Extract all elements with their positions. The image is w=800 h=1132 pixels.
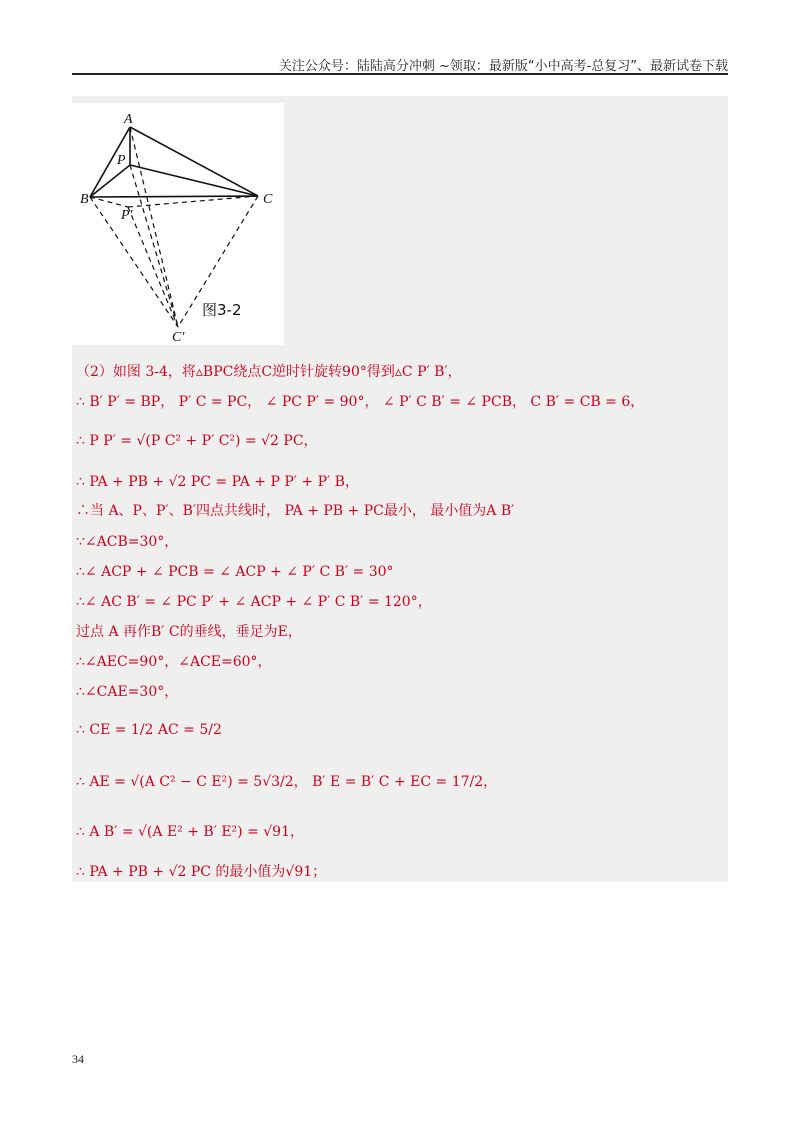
label-B: B — [80, 192, 89, 207]
edge-PC — [130, 165, 258, 196]
figure-caption: 图3-2 — [202, 301, 242, 319]
solution-line-2: ∴ B′ P′ = BP， P′ C = PC， ∠ PC P′ = 90°， ∠ P′ C B′ = ∠ PCB， C B′ = CB = 6， — [76, 394, 645, 410]
figure-svg — [72, 103, 284, 345]
solution-line-1: （2）如图 3-4，将▵BPC绕点C逆时针旋转90°得到▵C P′ B′， — [76, 364, 462, 380]
edge-PB — [90, 165, 130, 197]
solution-line-15: ∴ PA + PB + √2 PC 的最小值为√91； — [76, 864, 327, 880]
edge-AC — [130, 127, 258, 196]
solution-line-6: ∵∠ACB=30°， — [76, 534, 179, 550]
solution-line-5: ∴当 A、P、P′、B′四点共线时， PA + PB + PC最小， 最小值为A B′ — [76, 503, 515, 519]
dashed-edges — [90, 127, 258, 327]
label-C: C — [263, 192, 273, 207]
edge-PCp — [130, 165, 178, 327]
edge-BCp — [90, 197, 178, 327]
solution-line-13: ∴ AE = √(A C² − C E²) = 5√3/2， B′ E = B′ C + EC = 17/2， — [76, 774, 498, 790]
solution-line-14: ∴ A B′ = √(A E² + B′ E²) = √91， — [76, 824, 304, 840]
solution-line-4: ∴ PA + PB + √2 PC = PA + P P′ + P′ B， — [76, 474, 359, 490]
page-header: 关注公众号：陆陆高分冲刺 ~领取：最新版“小中高考-总复习”、最新试卷下载 — [278, 59, 728, 74]
solution-line-8: ∴∠ AC B′ = ∠ PC P′ + ∠ ACP + ∠ P′ C B′ = 120°， — [76, 594, 432, 610]
label-Cprime: C′ — [172, 330, 185, 345]
solution-line-3: ∴ P P′ = √(P C² + P′ C²) = √2 PC， — [76, 433, 318, 449]
label-P: P — [117, 153, 126, 168]
edge-ACp — [130, 127, 178, 327]
solution-line-11: ∴∠CAE=30°， — [76, 684, 179, 700]
solution-line-9: 过点 A 再作B′ C的垂线，垂足为E， — [76, 624, 302, 640]
solution-line-12: ∴ CE = 1/2 AC = 5/2 — [76, 722, 222, 738]
label-Pprime: P′ — [121, 208, 133, 223]
solution-line-10: ∴∠AEC=90°，∠ACE=60°， — [76, 654, 272, 670]
solid-edges — [90, 127, 258, 197]
header-rule — [72, 73, 728, 75]
label-A: A — [124, 112, 133, 127]
edge-BC — [90, 196, 258, 197]
page-number: 34 — [72, 1052, 84, 1066]
solution-line-7: ∴∠ ACP + ∠ PCB = ∠ ACP + ∠ P′ C B′ = 30° — [76, 564, 394, 580]
geometry-figure — [72, 103, 284, 345]
